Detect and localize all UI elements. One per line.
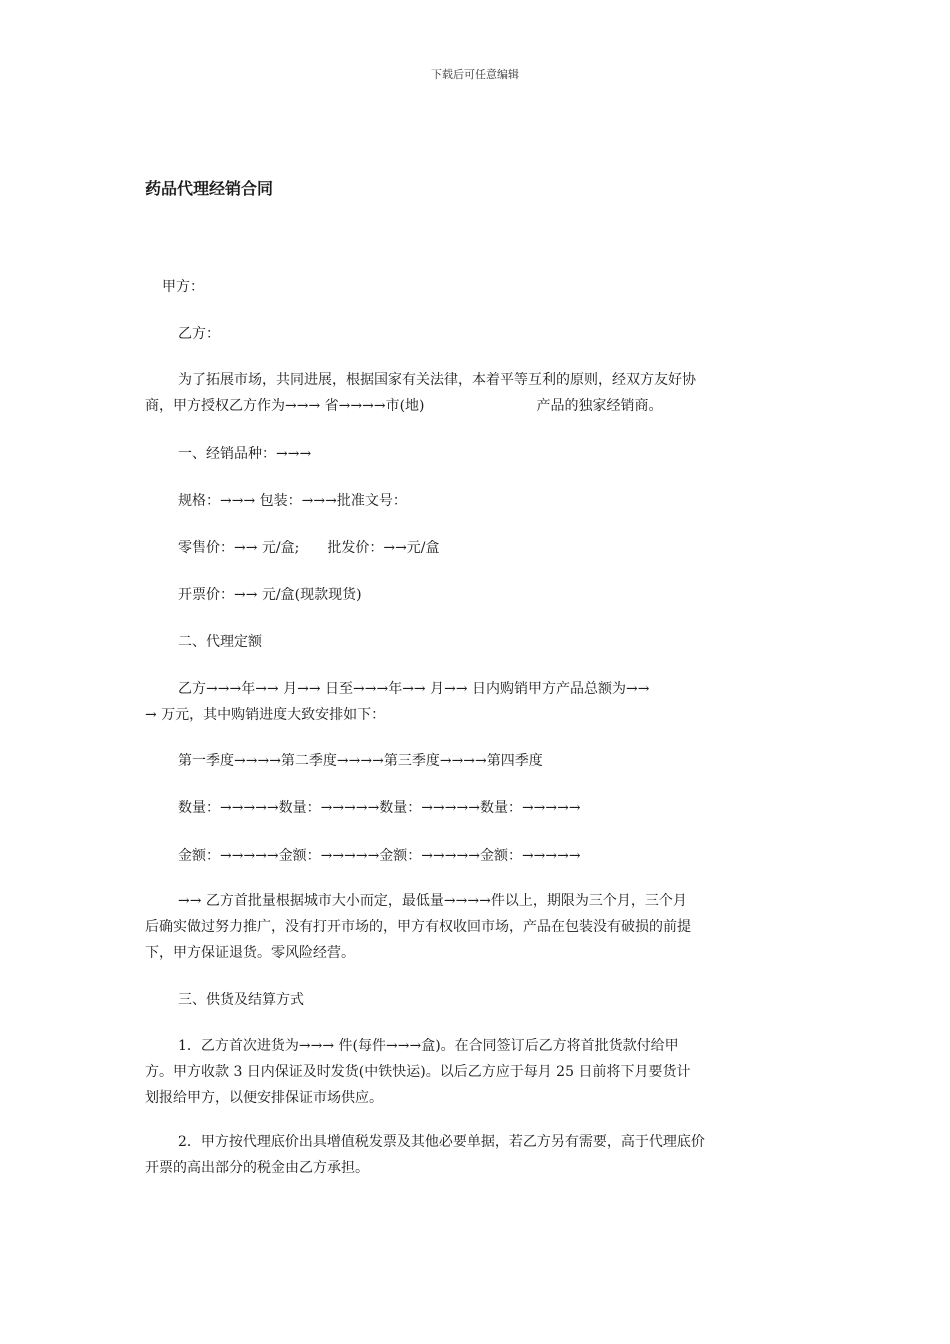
quota-paragraph xyxy=(145,676,805,728)
intro-line-2: 商，甲方授权乙方作为→→→ 省→→→→市(地) 产品的独家经销商。 xyxy=(145,398,663,414)
section2-heading: 二、代理定额 xyxy=(178,634,262,650)
section3-heading: 三、供货及结算方式 xyxy=(178,992,304,1008)
page-header: 下载后可任意编辑 xyxy=(431,68,519,81)
terms-paragraph xyxy=(145,888,805,966)
quarters-line: 第一季度→→→→第二季度→→→→第三季度→→→→第四季度 xyxy=(178,753,543,769)
intro-line-1: 为了拓展市场，共同进展，根据国家有关法律，本着平等互利的原则，经双方友好协 xyxy=(178,372,696,388)
intro-paragraph xyxy=(145,367,805,419)
invoice-price-line: 开票价：→→ 元/盒(现款现货) xyxy=(178,587,362,603)
supply-item-2 xyxy=(145,1129,805,1181)
amount-line: 金额：→→→→→金额：→→→→→金额：→→→→→金额：→→→→→ xyxy=(178,848,581,864)
terms-line-2: 后确实做过努力推广，没有打开市场的，甲方有权收回市场，产品在包装没有破损的前提 xyxy=(145,919,691,935)
document-title: 药品代理经销合同 xyxy=(145,179,274,198)
party-a-label: 甲方： xyxy=(162,279,204,295)
spec-line: 规格：→→→ 包装：→→→批准文号： xyxy=(178,493,407,509)
terms-line-1: →→ 乙方首批量根据城市大小而定，最低量→→→→件以上，期限为三个月，三个月 xyxy=(178,893,687,909)
item1-line-1: 1．乙方首次进货为→→→ 件(每件→→→盒)。在合同签订后乙方将首批货款付给甲 xyxy=(178,1038,679,1054)
party-b-label: 乙方： xyxy=(178,326,220,342)
retail-price-line: 零售价：→→ 元/盒; 批发价：→→元/盒 xyxy=(178,540,440,556)
section1-heading: 一、经销品种：→→→ xyxy=(178,446,312,462)
terms-line-3: 下，甲方保证退货。零风险经营。 xyxy=(145,945,355,961)
quota-line-1: 乙方→→→年→→ 月→→ 日至→→→年→→ 月→→ 日内购销甲方产品总额为→→ xyxy=(178,681,650,697)
item2-line-2: 开票的高出部分的税金由乙方承担。 xyxy=(145,1160,369,1176)
item2-line-1: 2．甲方按代理底价出具增值税发票及其他必要单据，若乙方另有需要，高于代理底价 xyxy=(178,1134,705,1150)
supply-item-1 xyxy=(145,1033,805,1111)
item1-line-2: 方。甲方收款 3 日内保证及时发货(中铁快运)。以后乙方应于每月 25 日前将下月要货计 xyxy=(145,1064,691,1080)
item1-line-3: 划报给甲方，以便安排保证市场供应。 xyxy=(145,1090,383,1106)
quantity-line: 数量：→→→→→数量：→→→→→数量：→→→→→数量：→→→→→ xyxy=(178,800,581,816)
quota-line-2: → 万元，其中购销进度大致安排如下： xyxy=(145,707,386,723)
